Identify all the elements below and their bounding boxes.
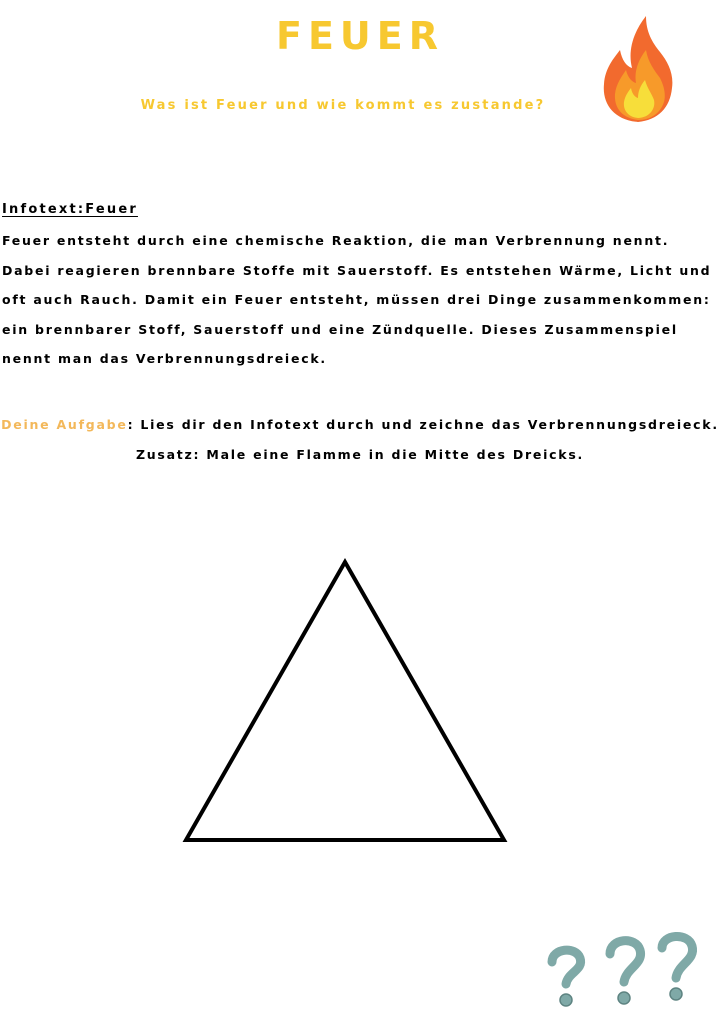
task-paragraph: [0, 410, 720, 469]
page-subtitle: Was ist Feuer und wie kommt es zustande?: [140, 98, 546, 113]
info-text: Feuer entsteht durch eine chemische Reaktion, die man Verbrennung nennt. Dabei reagieren brennbare Stoffe mit Sauerstoff. Es entstehen Wärme, Licht und oft auch Rauch. Damit ein Feuer entsteht, müssen drei Dinge zusammenkommen: ein brennbarer Stoff, Sauerstoff und eine Zündquelle. Dieses Zusammenspiel nennt man das Verbrennungsdreieck.: [2, 233, 712, 366]
info-heading: Infotext:Feuer: [2, 202, 138, 217]
question-marks-icon: [540, 926, 706, 1016]
task-text: : Lies dir den Infotext durch und zeichne das Verbrennungsdreieck. Zusatz: Male eine Flamme in die Mitte des Dreicks.: [127, 417, 719, 462]
flame-icon: [598, 12, 678, 124]
drawing-triangle: [180, 555, 510, 847]
page-title: FEUER: [276, 14, 444, 58]
task-label: Deine Aufgabe: [1, 417, 128, 432]
